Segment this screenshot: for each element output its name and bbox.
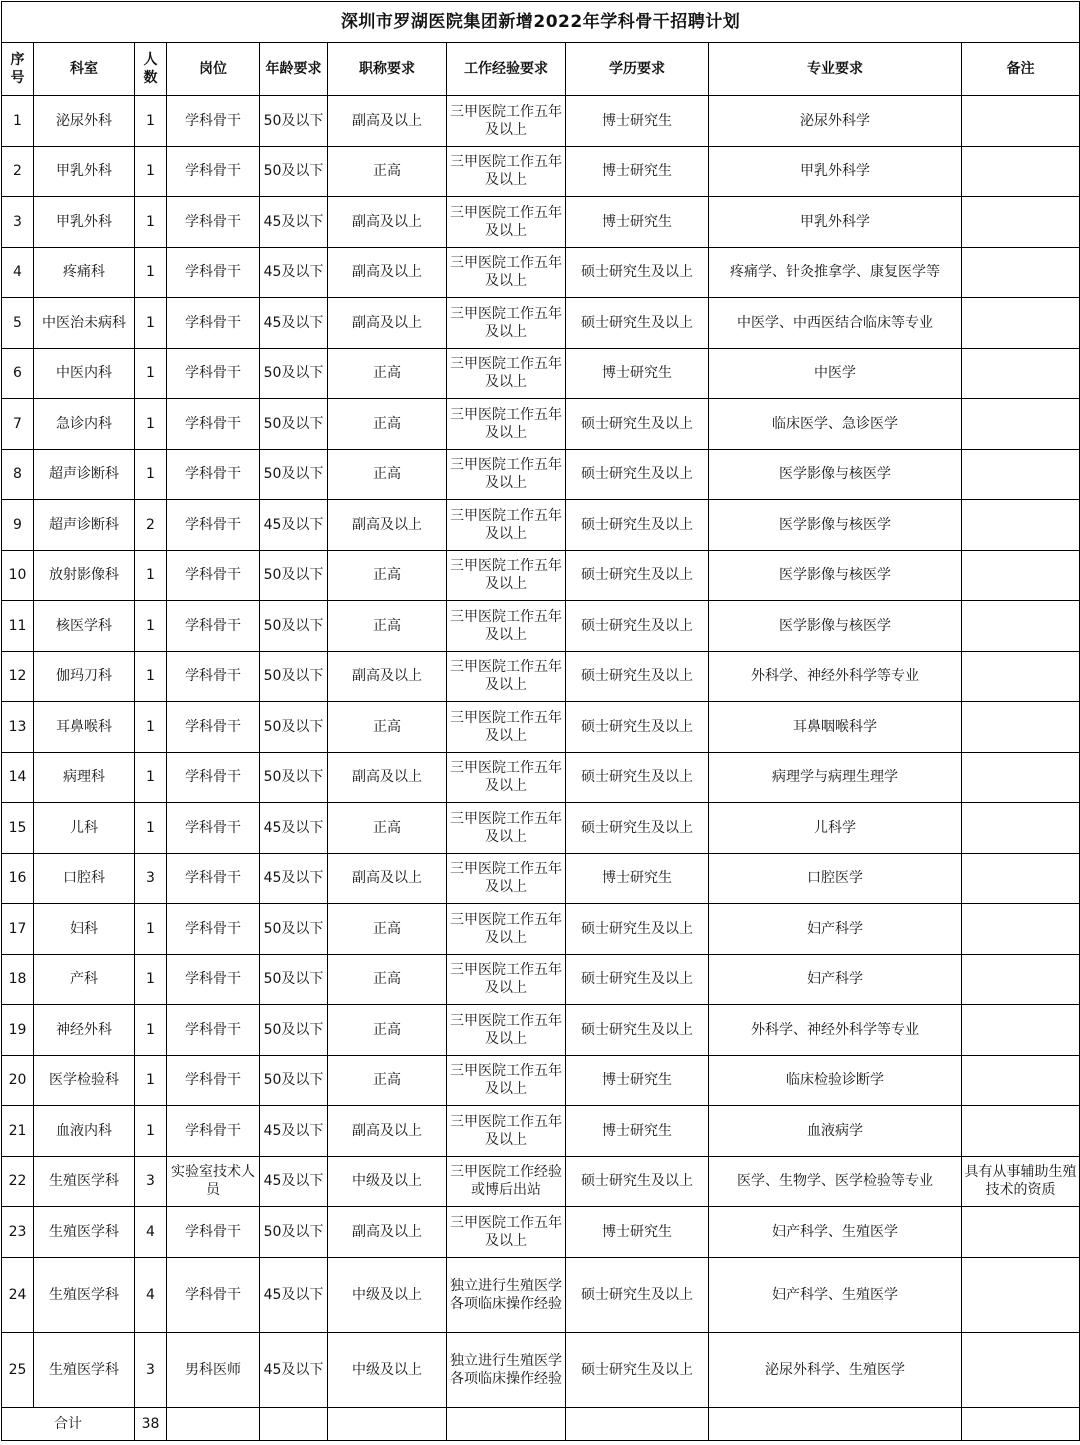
- cell-dept: 超声诊断科: [34, 500, 135, 551]
- cell-age: 50及以下: [260, 550, 328, 601]
- cell-major: 儿科学: [709, 803, 962, 854]
- cell-rank: 副高及以上: [328, 853, 447, 904]
- cell-post: 学科骨干: [167, 752, 260, 803]
- cell-count: 1: [135, 197, 167, 248]
- cell-note: [962, 96, 1080, 147]
- cell-edu: 硕士研究生及以上: [566, 247, 709, 298]
- cell-post: 学科骨干: [167, 550, 260, 601]
- cell-age: 50及以下: [260, 146, 328, 197]
- cell-edu: 硕士研究生及以上: [566, 651, 709, 702]
- table-row: [2, 247, 1080, 298]
- cell-count: 3: [135, 853, 167, 904]
- cell-dept: 病理科: [34, 752, 135, 803]
- table-row: [2, 1005, 1080, 1056]
- cell-seq: 2: [2, 146, 34, 197]
- cell-post: 学科骨干: [167, 1106, 260, 1157]
- cell-post: 学科骨干: [167, 146, 260, 197]
- header-age: 年龄要求: [260, 43, 328, 96]
- cell-exp: 三甲医院工作五年及以上: [447, 348, 566, 399]
- cell-dept: 中医内科: [34, 348, 135, 399]
- cell-post: 学科骨干: [167, 803, 260, 854]
- cell-edu: 硕士研究生及以上: [566, 1332, 709, 1407]
- cell-rank: 副高及以上: [328, 197, 447, 248]
- cell-rank: 中级及以上: [328, 1332, 447, 1407]
- cell-age: 50及以下: [260, 1005, 328, 1056]
- cell-seq: 23: [2, 1207, 34, 1258]
- cell-seq: 15: [2, 803, 34, 854]
- cell-rank: 正高: [328, 601, 447, 652]
- cell-note: [962, 399, 1080, 450]
- cell-post: 学科骨干: [167, 651, 260, 702]
- cell-seq: 9: [2, 500, 34, 551]
- table-row: [2, 651, 1080, 702]
- cell-note: [962, 449, 1080, 500]
- cell-rank: 正高: [328, 449, 447, 500]
- cell-post: 学科骨干: [167, 1055, 260, 1106]
- cell-exp: 三甲医院工作五年及以上: [447, 197, 566, 248]
- cell-note: [962, 197, 1080, 248]
- header-major: 专业要求: [709, 43, 962, 96]
- cell-count: 1: [135, 247, 167, 298]
- cell-exp: 三甲医院工作五年及以上: [447, 550, 566, 601]
- cell-age: 50及以下: [260, 1207, 328, 1258]
- cell-post: 学科骨干: [167, 1005, 260, 1056]
- cell-edu: 硕士研究生及以上: [566, 954, 709, 1005]
- header-count: 人数: [135, 43, 167, 96]
- cell-age: 50及以下: [260, 904, 328, 955]
- total-empty-cell: [328, 1407, 447, 1440]
- recruitment-plan-table: [1, 1, 1080, 1441]
- cell-count: 2: [135, 500, 167, 551]
- cell-rank: 副高及以上: [328, 651, 447, 702]
- cell-age: 50及以下: [260, 348, 328, 399]
- cell-exp: 三甲医院工作五年及以上: [447, 500, 566, 551]
- cell-dept: 产科: [34, 954, 135, 1005]
- cell-count: 1: [135, 954, 167, 1005]
- header-row: [2, 43, 1080, 96]
- cell-edu: 硕士研究生及以上: [566, 1257, 709, 1332]
- cell-dept: 医学检验科: [34, 1055, 135, 1106]
- cell-edu: 硕士研究生及以上: [566, 399, 709, 450]
- cell-count: 1: [135, 651, 167, 702]
- cell-note: [962, 1257, 1080, 1332]
- cell-note: [962, 550, 1080, 601]
- cell-seq: 16: [2, 853, 34, 904]
- cell-exp: 独立进行生殖医学各项临床操作经验: [447, 1257, 566, 1332]
- header-exp: 工作经验要求: [447, 43, 566, 96]
- header-edu: 学历要求: [566, 43, 709, 96]
- cell-exp: 三甲医院工作五年及以上: [447, 449, 566, 500]
- cell-note: [962, 651, 1080, 702]
- cell-count: 1: [135, 1005, 167, 1056]
- cell-age: 45及以下: [260, 1106, 328, 1157]
- total-empty-cell: [167, 1407, 260, 1440]
- cell-major: 甲乳外科学: [709, 197, 962, 248]
- cell-count: 1: [135, 1055, 167, 1106]
- page-title: 深圳市罗湖医院集团新增2022年学科骨干招聘计划: [2, 2, 1080, 43]
- cell-count: 1: [135, 399, 167, 450]
- cell-note: [962, 803, 1080, 854]
- total-empty-cell: [447, 1407, 566, 1440]
- cell-edu: 博士研究生: [566, 96, 709, 147]
- cell-dept: 急诊内科: [34, 399, 135, 450]
- cell-count: 1: [135, 550, 167, 601]
- cell-rank: 正高: [328, 348, 447, 399]
- cell-edu: 硕士研究生及以上: [566, 803, 709, 854]
- table-row: [2, 803, 1080, 854]
- cell-edu: 硕士研究生及以上: [566, 904, 709, 955]
- cell-dept: 泌尿外科: [34, 96, 135, 147]
- cell-post: 学科骨干: [167, 348, 260, 399]
- cell-edu: 博士研究生: [566, 146, 709, 197]
- cell-age: 50及以下: [260, 651, 328, 702]
- cell-major: 病理学与病理生理学: [709, 752, 962, 803]
- cell-rank: 副高及以上: [328, 1207, 447, 1258]
- cell-rank: 副高及以上: [328, 96, 447, 147]
- cell-note: [962, 146, 1080, 197]
- cell-rank: 正高: [328, 954, 447, 1005]
- cell-major: 耳鼻咽喉科学: [709, 702, 962, 753]
- cell-edu: 硕士研究生及以上: [566, 500, 709, 551]
- cell-seq: 18: [2, 954, 34, 1005]
- cell-note: [962, 853, 1080, 904]
- cell-count: 1: [135, 449, 167, 500]
- cell-seq: 7: [2, 399, 34, 450]
- cell-rank: 副高及以上: [328, 500, 447, 551]
- cell-age: 45及以下: [260, 197, 328, 248]
- cell-dept: 神经外科: [34, 1005, 135, 1056]
- total-count: 38: [135, 1407, 167, 1440]
- cell-major: 妇产科学: [709, 904, 962, 955]
- cell-rank: 正高: [328, 702, 447, 753]
- cell-major: 医学影像与核医学: [709, 601, 962, 652]
- cell-rank: 正高: [328, 550, 447, 601]
- cell-dept: 超声诊断科: [34, 449, 135, 500]
- cell-count: 1: [135, 298, 167, 349]
- cell-rank: 正高: [328, 904, 447, 955]
- total-label: 合计: [2, 1407, 135, 1440]
- cell-exp: 三甲医院工作五年及以上: [447, 651, 566, 702]
- table-row: [2, 399, 1080, 450]
- cell-exp: 三甲医院工作五年及以上: [447, 399, 566, 450]
- cell-edu: 博士研究生: [566, 1207, 709, 1258]
- cell-dept: 生殖医学科: [34, 1156, 135, 1207]
- cell-seq: 24: [2, 1257, 34, 1332]
- table-row: [2, 1055, 1080, 1106]
- cell-seq: 6: [2, 348, 34, 399]
- cell-age: 50及以下: [260, 399, 328, 450]
- cell-age: 45及以下: [260, 803, 328, 854]
- cell-post: 学科骨干: [167, 500, 260, 551]
- cell-count: 1: [135, 803, 167, 854]
- cell-age: 45及以下: [260, 853, 328, 904]
- cell-dept: 核医学科: [34, 601, 135, 652]
- cell-note: [962, 1055, 1080, 1106]
- cell-note: [962, 702, 1080, 753]
- cell-age: 50及以下: [260, 1055, 328, 1106]
- cell-major: 临床医学、急诊医学: [709, 399, 962, 450]
- cell-seq: 4: [2, 247, 34, 298]
- cell-dept: 放射影像科: [34, 550, 135, 601]
- cell-post: 学科骨干: [167, 298, 260, 349]
- cell-seq: 11: [2, 601, 34, 652]
- cell-edu: 博士研究生: [566, 853, 709, 904]
- cell-major: 外科学、神经外科学等专业: [709, 651, 962, 702]
- cell-dept: 甲乳外科: [34, 146, 135, 197]
- cell-count: 4: [135, 1207, 167, 1258]
- cell-post: 男科医师: [167, 1332, 260, 1407]
- cell-exp: 三甲医院工作五年及以上: [447, 752, 566, 803]
- cell-exp: 三甲医院工作五年及以上: [447, 298, 566, 349]
- cell-post: 学科骨干: [167, 702, 260, 753]
- table-row: [2, 1106, 1080, 1157]
- cell-major: 妇产科学、生殖医学: [709, 1207, 962, 1258]
- cell-rank: 副高及以上: [328, 247, 447, 298]
- cell-seq: 19: [2, 1005, 34, 1056]
- header-dept: 科室: [34, 43, 135, 96]
- table-row: [2, 550, 1080, 601]
- cell-count: 1: [135, 96, 167, 147]
- cell-dept: 甲乳外科: [34, 197, 135, 248]
- cell-edu: 博士研究生: [566, 348, 709, 399]
- cell-edu: 硕士研究生及以上: [566, 752, 709, 803]
- cell-seq: 21: [2, 1106, 34, 1157]
- cell-age: 45及以下: [260, 298, 328, 349]
- cell-note: [962, 1005, 1080, 1056]
- cell-exp: 三甲医院工作五年及以上: [447, 954, 566, 1005]
- cell-seq: 17: [2, 904, 34, 955]
- table-row: [2, 1207, 1080, 1258]
- cell-major: 妇产科学、生殖医学: [709, 1257, 962, 1332]
- cell-dept: 生殖医学科: [34, 1332, 135, 1407]
- cell-seq: 5: [2, 298, 34, 349]
- cell-note: [962, 954, 1080, 1005]
- table-row: [2, 904, 1080, 955]
- cell-exp: 三甲医院工作五年及以上: [447, 601, 566, 652]
- cell-major: 泌尿外科学: [709, 96, 962, 147]
- cell-exp: 三甲医院工作五年及以上: [447, 1207, 566, 1258]
- cell-edu: 硕士研究生及以上: [566, 1005, 709, 1056]
- cell-post: 学科骨干: [167, 96, 260, 147]
- cell-rank: 副高及以上: [328, 298, 447, 349]
- cell-major: 外科学、神经外科学等专业: [709, 1005, 962, 1056]
- table-row: [2, 702, 1080, 753]
- cell-dept: 中医治未病科: [34, 298, 135, 349]
- table-row: [2, 298, 1080, 349]
- cell-exp: 三甲医院工作五年及以上: [447, 1106, 566, 1157]
- cell-seq: 8: [2, 449, 34, 500]
- cell-major: 疼痛学、针灸推拿学、康复医学等: [709, 247, 962, 298]
- cell-post: 学科骨干: [167, 954, 260, 1005]
- cell-post: 学科骨干: [167, 247, 260, 298]
- cell-count: 3: [135, 1332, 167, 1407]
- table-row: [2, 954, 1080, 1005]
- cell-exp: 三甲医院工作五年及以上: [447, 146, 566, 197]
- table-row: [2, 601, 1080, 652]
- cell-age: 45及以下: [260, 247, 328, 298]
- cell-age: 50及以下: [260, 702, 328, 753]
- header-rank: 职称要求: [328, 43, 447, 96]
- cell-post: 学科骨干: [167, 853, 260, 904]
- cell-edu: 硕士研究生及以上: [566, 702, 709, 753]
- cell-note: [962, 298, 1080, 349]
- cell-rank: 副高及以上: [328, 752, 447, 803]
- cell-note: [962, 348, 1080, 399]
- cell-rank: 副高及以上: [328, 1106, 447, 1157]
- cell-post: 学科骨干: [167, 197, 260, 248]
- cell-post: 学科骨干: [167, 449, 260, 500]
- table-row: [2, 1156, 1080, 1207]
- cell-note: [962, 904, 1080, 955]
- table-row: [2, 1257, 1080, 1332]
- cell-exp: 三甲医院工作五年及以上: [447, 1055, 566, 1106]
- cell-age: 50及以下: [260, 449, 328, 500]
- cell-post: 学科骨干: [167, 399, 260, 450]
- cell-note: [962, 1106, 1080, 1157]
- cell-major: 口腔医学: [709, 853, 962, 904]
- cell-seq: 1: [2, 96, 34, 147]
- cell-major: 中医学: [709, 348, 962, 399]
- cell-edu: 硕士研究生及以上: [566, 298, 709, 349]
- cell-note: 具有从事辅助生殖技术的资质: [962, 1156, 1080, 1207]
- cell-exp: 三甲医院工作五年及以上: [447, 96, 566, 147]
- cell-exp: 三甲医院工作五年及以上: [447, 702, 566, 753]
- header-note: 备注: [962, 43, 1080, 96]
- cell-age: 45及以下: [260, 500, 328, 551]
- cell-age: 50及以下: [260, 96, 328, 147]
- cell-dept: 妇科: [34, 904, 135, 955]
- table-row: [2, 1332, 1080, 1407]
- cell-major: 医学影像与核医学: [709, 500, 962, 551]
- cell-note: [962, 1332, 1080, 1407]
- cell-count: 3: [135, 1156, 167, 1207]
- cell-major: 医学影像与核医学: [709, 449, 962, 500]
- cell-dept: 生殖医学科: [34, 1207, 135, 1258]
- cell-seq: 13: [2, 702, 34, 753]
- cell-seq: 20: [2, 1055, 34, 1106]
- cell-edu: 硕士研究生及以上: [566, 550, 709, 601]
- total-empty-cell: [566, 1407, 709, 1440]
- header-seq: 序号: [2, 43, 34, 96]
- total-empty-cell: [709, 1407, 962, 1440]
- table-row: [2, 752, 1080, 803]
- cell-major: 中医学、中西医结合临床等专业: [709, 298, 962, 349]
- cell-major: 临床检验诊断学: [709, 1055, 962, 1106]
- cell-count: 1: [135, 1106, 167, 1157]
- cell-major: 甲乳外科学: [709, 146, 962, 197]
- cell-age: 50及以下: [260, 601, 328, 652]
- cell-exp: 三甲医院工作经验或博后出站: [447, 1156, 566, 1207]
- cell-dept: 耳鼻喉科: [34, 702, 135, 753]
- cell-count: 1: [135, 348, 167, 399]
- cell-rank: 中级及以上: [328, 1257, 447, 1332]
- cell-seq: 3: [2, 197, 34, 248]
- cell-age: 45及以下: [260, 1156, 328, 1207]
- header-post: 岗位: [167, 43, 260, 96]
- cell-note: [962, 500, 1080, 551]
- cell-rank: 正高: [328, 803, 447, 854]
- cell-seq: 14: [2, 752, 34, 803]
- cell-edu: 硕士研究生及以上: [566, 601, 709, 652]
- cell-age: 50及以下: [260, 752, 328, 803]
- cell-post: 实验室技术人员: [167, 1156, 260, 1207]
- cell-rank: 正高: [328, 1005, 447, 1056]
- cell-post: 学科骨干: [167, 1207, 260, 1258]
- table-row: [2, 853, 1080, 904]
- cell-seq: 12: [2, 651, 34, 702]
- cell-count: 4: [135, 1257, 167, 1332]
- cell-rank: 正高: [328, 146, 447, 197]
- cell-seq: 10: [2, 550, 34, 601]
- cell-post: 学科骨干: [167, 1257, 260, 1332]
- total-empty-cell: [260, 1407, 328, 1440]
- cell-edu: 博士研究生: [566, 1055, 709, 1106]
- cell-exp: 三甲医院工作五年及以上: [447, 803, 566, 854]
- total-empty-cell: [962, 1407, 1080, 1440]
- cell-count: 1: [135, 146, 167, 197]
- cell-count: 1: [135, 601, 167, 652]
- cell-note: [962, 601, 1080, 652]
- cell-edu: 博士研究生: [566, 197, 709, 248]
- cell-dept: 生殖医学科: [34, 1257, 135, 1332]
- cell-exp: 三甲医院工作五年及以上: [447, 247, 566, 298]
- cell-age: 45及以下: [260, 1332, 328, 1407]
- cell-major: 妇产科学: [709, 954, 962, 1005]
- cell-rank: 中级及以上: [328, 1156, 447, 1207]
- cell-count: 1: [135, 752, 167, 803]
- cell-exp: 三甲医院工作五年及以上: [447, 1005, 566, 1056]
- table-row: [2, 500, 1080, 551]
- cell-exp: 三甲医院工作五年及以上: [447, 904, 566, 955]
- cell-seq: 22: [2, 1156, 34, 1207]
- cell-age: 50及以下: [260, 954, 328, 1005]
- cell-exp: 独立进行生殖医学各项临床操作经验: [447, 1332, 566, 1407]
- cell-rank: 正高: [328, 399, 447, 450]
- cell-dept: 疼痛科: [34, 247, 135, 298]
- table-row: [2, 197, 1080, 248]
- cell-dept: 伽玛刀科: [34, 651, 135, 702]
- cell-count: 1: [135, 904, 167, 955]
- cell-seq: 25: [2, 1332, 34, 1407]
- cell-edu: 博士研究生: [566, 1106, 709, 1157]
- cell-edu: 硕士研究生及以上: [566, 1156, 709, 1207]
- cell-exp: 三甲医院工作五年及以上: [447, 853, 566, 904]
- cell-major: 泌尿外科学、生殖医学: [709, 1332, 962, 1407]
- cell-rank: 正高: [328, 1055, 447, 1106]
- cell-note: [962, 247, 1080, 298]
- cell-dept: 口腔科: [34, 853, 135, 904]
- table-row: [2, 449, 1080, 500]
- cell-dept: 血液内科: [34, 1106, 135, 1157]
- cell-note: [962, 1207, 1080, 1258]
- table-row: [2, 348, 1080, 399]
- table-row: [2, 146, 1080, 197]
- cell-age: 45及以下: [260, 1257, 328, 1332]
- cell-edu: 硕士研究生及以上: [566, 449, 709, 500]
- cell-post: 学科骨干: [167, 601, 260, 652]
- cell-major: 血液病学: [709, 1106, 962, 1157]
- cell-dept: 儿科: [34, 803, 135, 854]
- total-row: [2, 1407, 1080, 1440]
- cell-note: [962, 752, 1080, 803]
- cell-count: 1: [135, 702, 167, 753]
- cell-post: 学科骨干: [167, 904, 260, 955]
- cell-major: 医学影像与核医学: [709, 550, 962, 601]
- table-row: [2, 96, 1080, 147]
- cell-major: 医学、生物学、医学检验等专业: [709, 1156, 962, 1207]
